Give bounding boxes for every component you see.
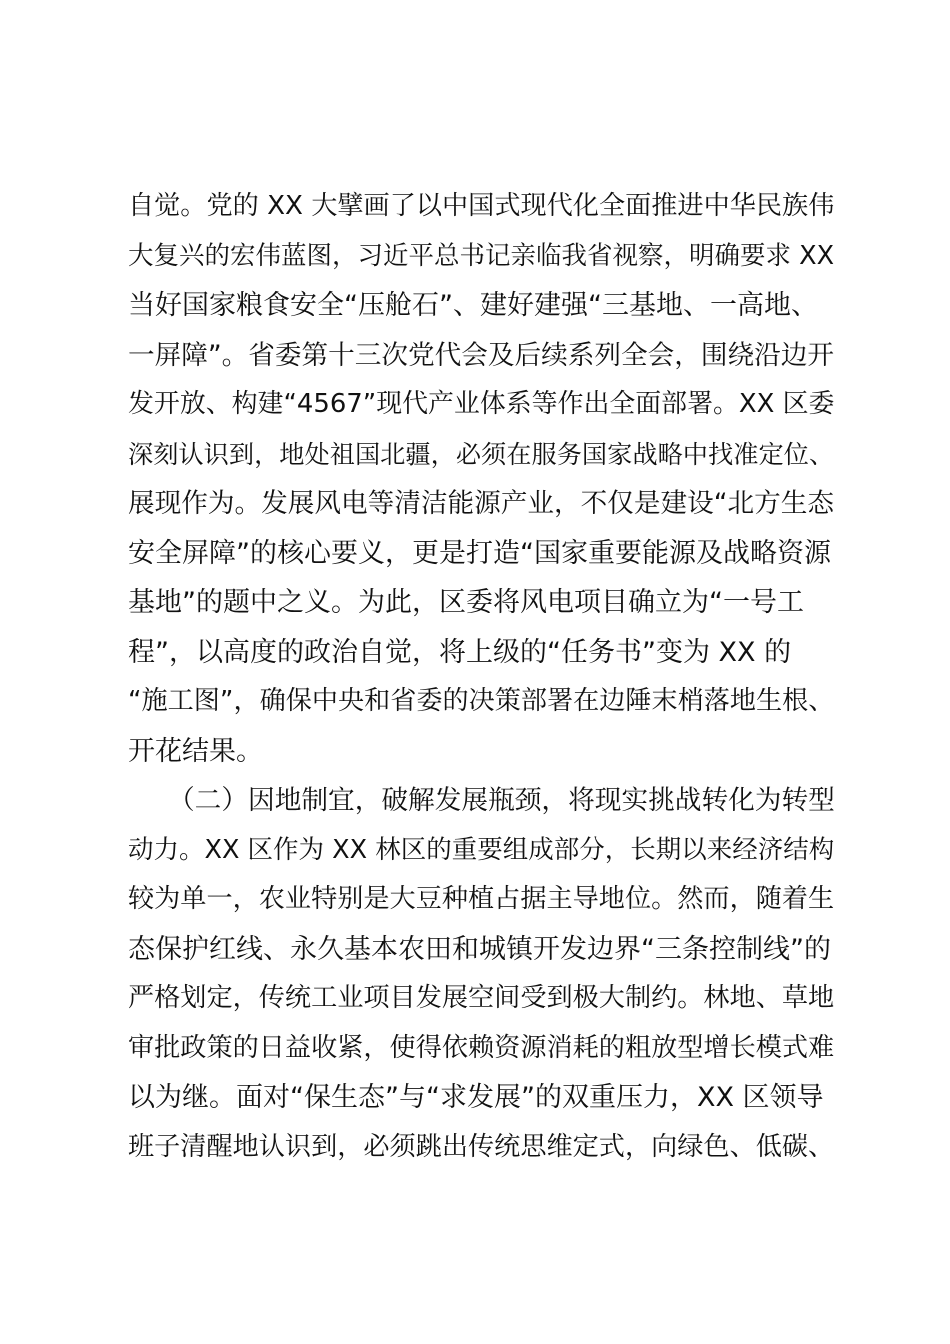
text-line: （二）因地制宜，破解发展瓶颈，将现实挑战转化为转型: [168, 785, 835, 816]
text-line: 一屏障”。省委第十三次党代会及后续系列全会，围绕沿边开: [128, 339, 835, 371]
text-line: 审批政策的日益收紧，使得依赖资源消耗的粗放型增长模式难: [128, 1032, 835, 1063]
text-line: 深刻认识到，地处祖国北疆，必须在服务国家战略中找准定位、: [128, 439, 835, 469]
text-line: 较为单一，农业特别是大豆种植占据主导地位。然而，随着生: [128, 884, 835, 914]
text-line: “施工图”，确保中央和省委的决策部署在边陲末梢落地生根、: [128, 686, 835, 716]
text-line: 态保护红线、永久基本农田和城镇开发边界“三条控制线”的: [128, 933, 831, 965]
text-line: 程”，以高度的政治自觉，将上级的“任务书”变为 XX 的: [128, 636, 792, 668]
text-line: 班子清醒地认识到，必须跳出传统思维定式，向绿色、低碳、: [128, 1131, 835, 1162]
text-line: 自觉。党的 XX 大擘画了以中国式现代化全面推进中华民族伟: [128, 191, 835, 221]
text-line: 大复兴的宏伟蓝图，习近平总书记亲临我省视察，明确要求 XX: [128, 240, 835, 271]
text-line: 开花结果。: [128, 735, 263, 767]
text-line: 以为继。面对“保生态”与“求发展”的双重压力，XX 区领导: [128, 1082, 824, 1113]
text-line: 安全屏障”的核心要义，更是打造“国家重要能源及战略资源: [128, 537, 831, 569]
text-line: 基地”的题中之义。为此，区委将风电项目确立为“一号工: [128, 587, 804, 618]
text-line: 当好国家粮食安全“压舱石”、建好建强“三基地、一高地、: [128, 290, 818, 321]
document-body: [128, 182, 840, 1172]
text-line: 严格划定，传统工业项目发展空间受到极大制约。林地、草地: [128, 983, 835, 1013]
text-line: 展现作为。发展风电等清洁能源产业，不仅是建设“北方生态: [128, 488, 835, 519]
text-line: 发开放、构建“4567”现代产业体系等作出全面部署。XX 区委: [128, 389, 835, 419]
text-line: 动力。XX 区作为 XX 林区的重要组成部分，长期以来经济结构: [128, 834, 835, 865]
